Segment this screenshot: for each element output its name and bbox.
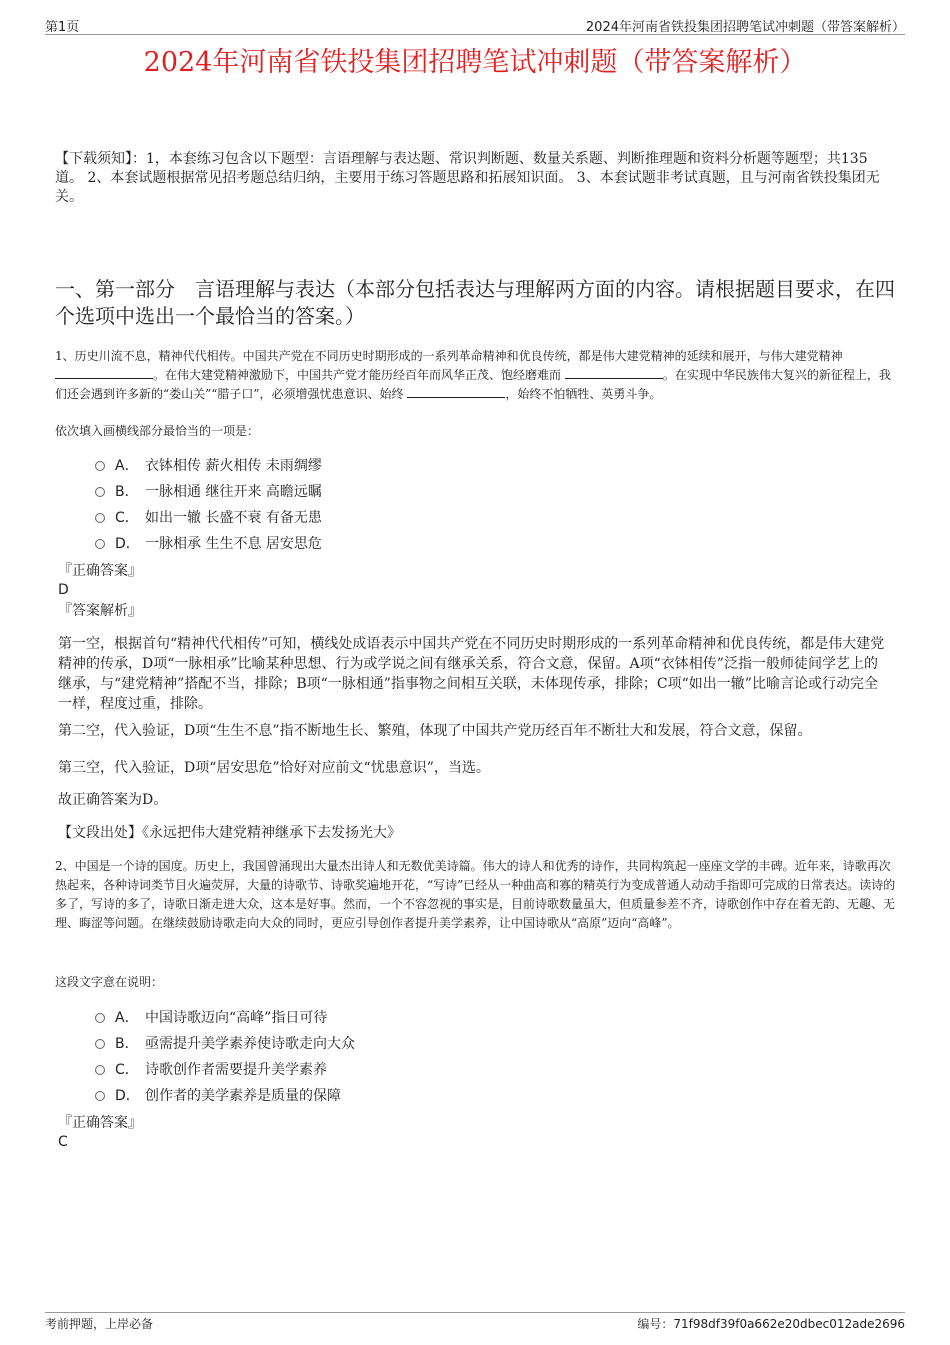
question-2-prompt: 这段文字意在说明： (55, 975, 164, 989)
header-doc-title: 2024年河南省铁投集团招聘笔试冲刺题（带答案解析） (585, 20, 905, 35)
option-text: 诗歌创作者需要提升美学素养 (145, 1062, 327, 1078)
question-2-options (95, 1005, 355, 1109)
question-1-options (95, 453, 322, 557)
option-b[interactable] (95, 479, 322, 505)
option-letter: A． (115, 458, 139, 474)
footer-code (637, 1315, 905, 1332)
option-text: 中国诗歌迈向“高峰”指日可待 (145, 1010, 328, 1026)
footer-code-value: 71f98df39f0a662e20dbec012ade2696 (673, 1317, 905, 1331)
analysis-paragraph-1: 第一空，根据首句“精神代代相传”可知，横线处成语表示中国共产党在不同历史时期形成的一系列革命精神和优良传统，都是伟大建党精神的传承，D项“一脉相承”比喻某种思想、行为或学说之间有继承关系，符合文意，保留。A项“衣钵相传”泛指一般师徒间学艺上的继承，与“建党精神”搭配不当，排除；B项“一脉相通”指事物之间相互关联，未体现传承，排除；C项“如出一辙”比喻言论或行动完全一样，程度过重，排除。 (58, 636, 885, 712)
q1-text-part-d: ，始终不怕牺牲、英勇斗争。 (505, 387, 662, 401)
question-1-text (55, 347, 900, 404)
radio-icon[interactable] (95, 1065, 105, 1075)
fill-blank (407, 385, 505, 398)
option-b[interactable] (95, 1031, 355, 1057)
radio-icon[interactable] (95, 1039, 105, 1049)
option-text: 如出一辙 长盛不衰 有备无患 (145, 510, 322, 526)
radio-icon[interactable] (95, 513, 105, 523)
option-c[interactable] (95, 505, 322, 531)
q1-text-part-a: 1、历史川流不息，精神代代相传。中国共产党在不同历史时期形成的一系列革命精神和优良传统，都是伟大建党精神的延续和展开，与伟大建党精神 (55, 349, 843, 363)
radio-icon[interactable] (95, 1013, 105, 1023)
analysis-label: 『答案解析』 (58, 603, 142, 619)
analysis-paragraph-3: 第三空，代入验证，D项“居安思危”恰好对应前文“忧患意识”，当选。 (58, 760, 490, 776)
option-text: 一脉相通 继往开来 高瞻远瞩 (145, 484, 322, 500)
option-letter: D． (115, 536, 140, 552)
question-2-text: 2、中国是一个诗的国度。历史上，我国曾涌现出大量杰出诗人和无数优美诗篇。伟大的诗人和优秀的诗作，共同构筑起一座座文学的丰碑。近年来，诗歌再次热起来，各种诗词类节目火遍荧屏，大量的诗歌节、诗歌奖遍地开花，“写诗”已经从一种曲高和寡的精英行为变成普通人动动手指即可完成的日常表达。读诗的多了，写诗的多了，诗歌日渐走进大众，这本是好事。然而，一个不容忽视的事实是，目前诗歌数量虽大，但质量参差不齐，诗歌创作中存在着无韵、无趣、无理、晦涩等问题。在继续鼓励诗歌走向大众的同时，更应引导创作者提升美学素养，让中国诗歌从“高原”迈向“高峰”。 (55, 859, 896, 930)
page-footer (45, 1312, 905, 1331)
footer-code-label: 编号： (637, 1317, 674, 1331)
radio-icon[interactable] (95, 1091, 105, 1101)
option-text: 一脉相承 生生不息 居安思危 (145, 536, 322, 552)
option-letter: B． (115, 484, 139, 500)
page-header (45, 14, 905, 35)
answer-value: C (58, 1134, 68, 1150)
radio-icon[interactable] (95, 461, 105, 471)
option-c[interactable] (95, 1057, 355, 1083)
analysis-paragraph-4: 故正确答案为D。 (58, 792, 168, 808)
question-1-prompt: 依次填入画横线部分最恰当的一项是： (55, 424, 260, 438)
download-notice: 【下载须知】：1，本套练习包含以下题型：言语理解与表达题、常识判断题、数量关系题、判断推理题和资料分析题等题型；共135道。 2、本套试题根据常见招考题总结归纳，主要用于练习答题思路和拓展知识面。 3、本套试题非考试真题，且与河南省铁投集团无关。 (55, 151, 880, 205)
option-letter: D． (115, 1088, 140, 1104)
radio-icon[interactable] (95, 487, 105, 497)
page-number: 第1页 (45, 20, 80, 35)
q1-text-part-c: 。在实现中华民族伟大复兴的新征程上，我们还会遇到许多新的“娄山关”“腊子口”，必须增强忧患意识、始终 (55, 368, 891, 401)
q1-text-part-b: 。在伟大建党精神激励下，中国共产党才能历经百年而风华正茂、饱经磨难而 (153, 368, 565, 382)
option-letter: B． (115, 1036, 139, 1052)
passage-source: 【文段出处】《永远把伟大建党精神继承下去发扬光大》 (58, 825, 401, 841)
option-letter: A． (115, 1010, 139, 1026)
answer-value: D (58, 582, 69, 598)
radio-icon[interactable] (95, 539, 105, 549)
answer-label: 『正确答案』 (58, 1115, 142, 1131)
option-text: 衣钵相传 薪火相传 未雨绸缪 (145, 458, 322, 474)
fill-blank (565, 366, 663, 379)
option-text: 亟需提升美学素养使诗歌走向大众 (145, 1036, 355, 1052)
option-letter: C． (115, 510, 139, 526)
option-a[interactable] (95, 1005, 355, 1031)
option-letter: C． (115, 1062, 139, 1078)
fill-blank (55, 366, 153, 379)
option-a[interactable] (95, 453, 322, 479)
document-title: 2024年河南省铁投集团招聘笔试冲刺题（带答案解析） (143, 47, 807, 78)
option-d[interactable] (95, 531, 322, 557)
option-d[interactable] (95, 1083, 355, 1109)
footer-slogan: 考前押题，上岸必备 (45, 1317, 154, 1331)
answer-label: 『正确答案』 (58, 563, 142, 579)
option-text: 创作者的美学素养是质量的保障 (145, 1088, 341, 1104)
analysis-paragraph-2: 第二空，代入验证，D项“生生不息”指不断地生长、繁殖，体现了中国共产党历经百年不断壮大和发展，符合文意，保留。 (58, 723, 812, 739)
section-title: 一、第一部分 言语理解与表达（本部分包括表达与理解两方面的内容。请根据题目要求，在四个选项中选出一个最恰当的答案。） (55, 277, 895, 328)
